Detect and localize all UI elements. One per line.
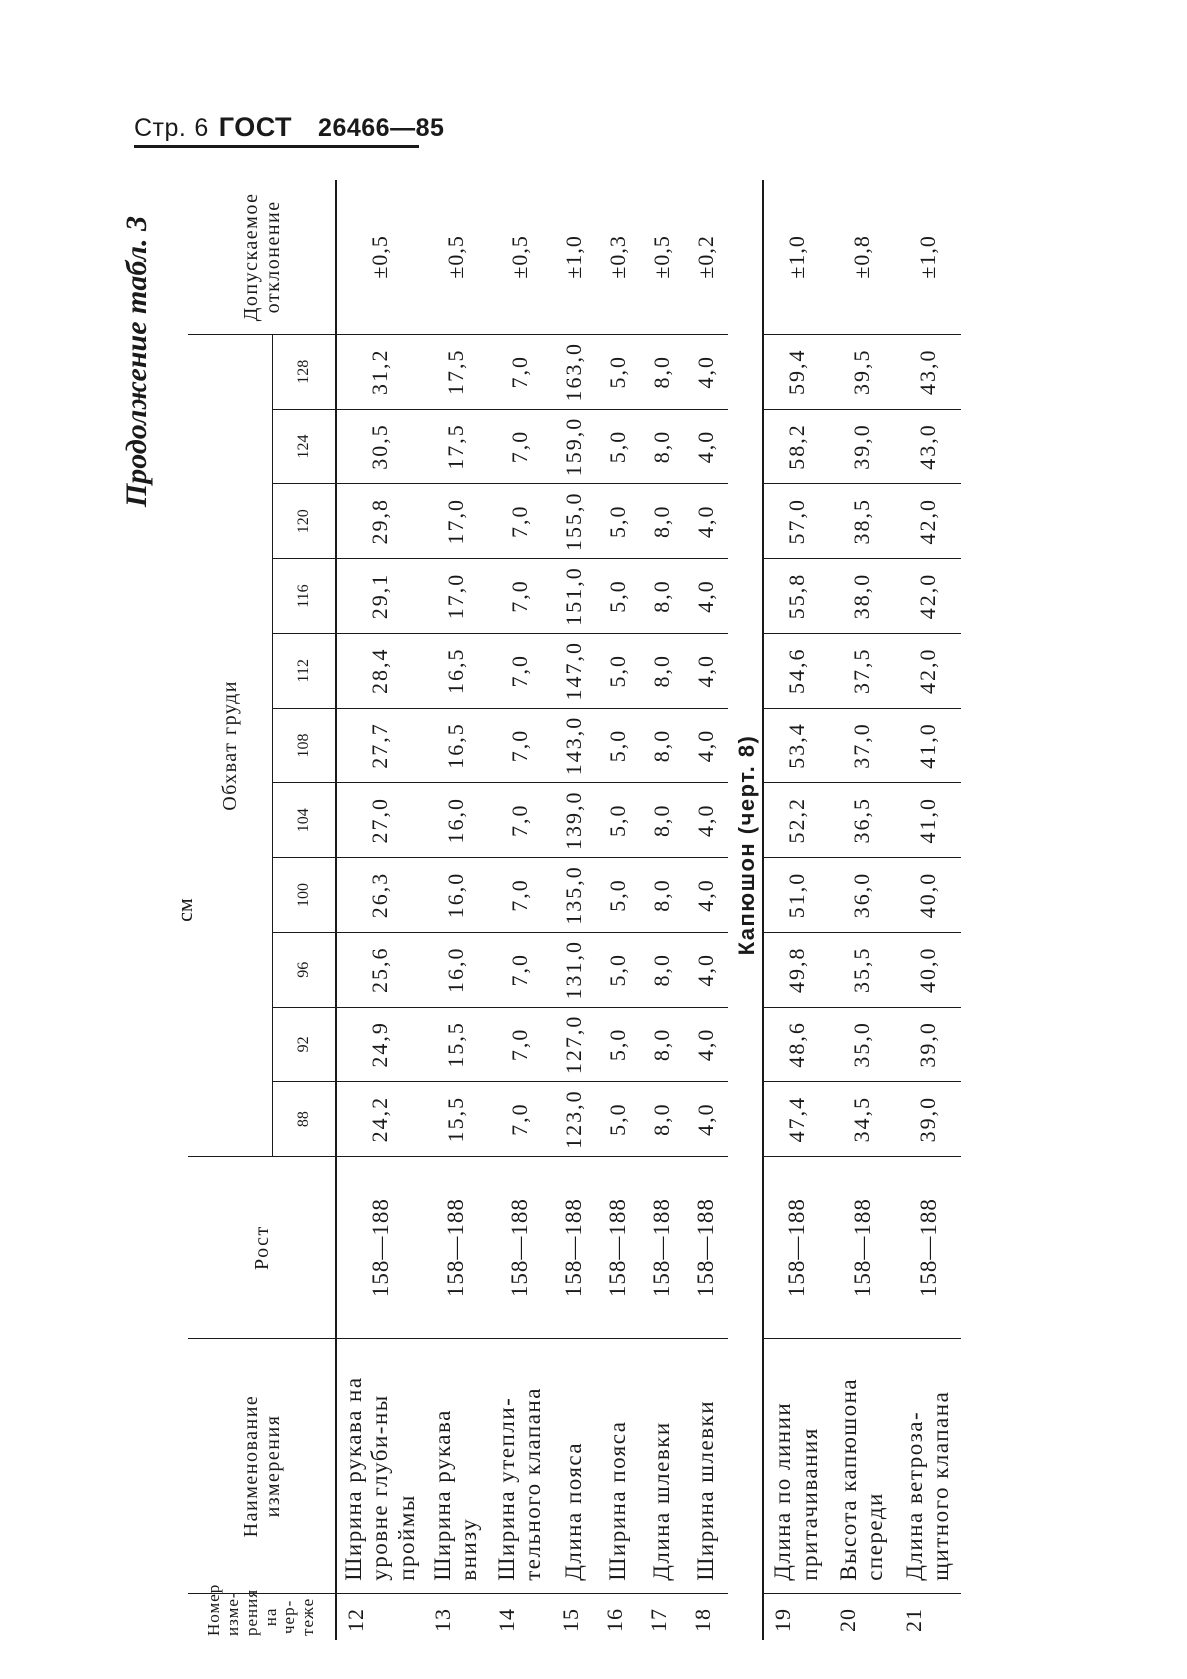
row-value: 52,2 (763, 783, 829, 858)
row-value: 17,0 (424, 484, 488, 559)
page-number: 6 (194, 114, 209, 142)
row-name: Ширина утепли-тельного клапана (488, 1339, 552, 1594)
row-value: 27,0 (336, 783, 424, 858)
row-tolerance: ±0,5 (336, 180, 424, 334)
row-height: 158—188 (596, 1157, 640, 1339)
row-number: 14 (494, 1608, 519, 1632)
row-value: 139,0 (552, 783, 596, 858)
row-value: 155,0 (552, 484, 596, 559)
row-value: 8,0 (640, 783, 684, 858)
table-row (684, 180, 728, 1640)
col-header-number: Номер изме-рения на чер-теже (188, 1593, 336, 1640)
col-header-size: 128 (272, 334, 336, 409)
section-row (728, 180, 763, 1640)
row-value: 7,0 (488, 484, 552, 559)
table-row (552, 180, 596, 1640)
row-name: Ширина пояса (596, 1339, 640, 1594)
row-height: 158—188 (336, 1157, 424, 1339)
row-value: 40,0 (895, 932, 961, 1007)
row-value: 59,4 (763, 334, 829, 409)
row-value: 143,0 (552, 708, 596, 783)
row-height: 158—188 (684, 1157, 728, 1339)
row-value: 8,0 (640, 932, 684, 1007)
row-value: 7,0 (488, 858, 552, 933)
row-tolerance: ±0,3 (596, 180, 640, 334)
row-value: 7,0 (488, 1007, 552, 1082)
row-value: 4,0 (684, 858, 728, 933)
table-row (488, 180, 552, 1640)
row-tolerance: ±1,0 (552, 180, 596, 334)
row-value: 8,0 (640, 409, 684, 484)
row-value: 7,0 (488, 334, 552, 409)
row-value: 8,0 (640, 633, 684, 708)
row-value: 135,0 (552, 858, 596, 933)
row-value: 7,0 (488, 708, 552, 783)
row-value: 57,0 (763, 484, 829, 559)
row-height: 158—188 (763, 1157, 829, 1339)
row-value: 16,0 (424, 932, 488, 1007)
row-value: 8,0 (640, 1082, 684, 1157)
row-value: 5,0 (596, 409, 640, 484)
units-label: см (172, 898, 197, 922)
row-value: 163,0 (552, 334, 596, 409)
row-value: 8,0 (640, 334, 684, 409)
row-number: 18 (690, 1608, 715, 1632)
row-value: 4,0 (684, 409, 728, 484)
row-value: 151,0 (552, 559, 596, 634)
row-value: 5,0 (596, 708, 640, 783)
row-height: 158—188 (488, 1157, 552, 1339)
row-height: 158—188 (895, 1157, 961, 1339)
row-name: Длина по линии притачивания (763, 1339, 829, 1594)
row-name: Длина шлевки (640, 1339, 684, 1594)
row-value: 17,5 (424, 334, 488, 409)
row-height: 158—188 (552, 1157, 596, 1339)
col-header-size: 120 (272, 484, 336, 559)
row-tolerance: ±1,0 (763, 180, 829, 334)
row-value: 5,0 (596, 633, 640, 708)
row-value: 16,0 (424, 783, 488, 858)
row-value: 7,0 (488, 1082, 552, 1157)
row-number: 17 (646, 1608, 671, 1632)
row-value: 127,0 (552, 1007, 596, 1082)
rotated-table-block (120, 180, 1060, 1640)
row-value: 131,0 (552, 932, 596, 1007)
row-height: 158—188 (424, 1157, 488, 1339)
row-value: 8,0 (640, 858, 684, 933)
row-name: Ширина рукава на уровне глуби-ны проймы (336, 1339, 424, 1594)
row-value: 40,0 (895, 858, 961, 933)
row-value: 147,0 (552, 633, 596, 708)
col-header-size: 92 (272, 1007, 336, 1082)
row-value: 25,6 (336, 932, 424, 1007)
row-value: 24,2 (336, 1082, 424, 1157)
row-value: 5,0 (596, 1082, 640, 1157)
col-header-size: 88 (272, 1082, 336, 1157)
row-value: 5,0 (596, 932, 640, 1007)
row-value: 17,0 (424, 559, 488, 634)
table-row (895, 180, 961, 1640)
table-row (596, 180, 640, 1640)
row-name: Ширина рукава внизу (424, 1339, 488, 1594)
row-value: 39,0 (829, 409, 895, 484)
row-value: 5,0 (596, 559, 640, 634)
row-value: 16,5 (424, 708, 488, 783)
row-number: 15 (558, 1608, 583, 1632)
row-value: 8,0 (640, 708, 684, 783)
row-value: 8,0 (640, 559, 684, 634)
row-value: 29,1 (336, 559, 424, 634)
row-value: 8,0 (640, 1007, 684, 1082)
row-tolerance: ±0,5 (488, 180, 552, 334)
row-value: 15,5 (424, 1082, 488, 1157)
row-height: 158—188 (640, 1157, 684, 1339)
row-value: 159,0 (552, 409, 596, 484)
row-tolerance: ±1,0 (895, 180, 961, 334)
row-value: 7,0 (488, 559, 552, 634)
col-header-size: 124 (272, 409, 336, 484)
table-row (336, 180, 424, 1640)
row-value: 4,0 (684, 334, 728, 409)
page-label: Стр. (134, 114, 187, 142)
row-value: 5,0 (596, 783, 640, 858)
col-header-name: Наименование измерения (188, 1339, 336, 1594)
row-number: 13 (430, 1608, 455, 1632)
row-value: 16,5 (424, 633, 488, 708)
row-value: 37,0 (829, 708, 895, 783)
row-value: 55,8 (763, 559, 829, 634)
col-header-tolerance: Допускаемое отклонение (188, 180, 336, 334)
row-value: 4,0 (684, 708, 728, 783)
row-number: 19 (770, 1608, 796, 1632)
row-value: 5,0 (596, 334, 640, 409)
row-value: 4,0 (684, 932, 728, 1007)
row-value: 5,0 (596, 1007, 640, 1082)
row-value: 58,2 (763, 409, 829, 484)
row-value: 17,5 (424, 409, 488, 484)
col-header-size: 116 (272, 559, 336, 634)
row-value: 29,8 (336, 484, 424, 559)
row-value: 5,0 (596, 484, 640, 559)
row-value: 4,0 (684, 783, 728, 858)
row-number: 20 (835, 1608, 861, 1632)
col-header-size: 100 (272, 858, 336, 933)
col-header-chest: Обхват груди (188, 334, 272, 1156)
row-value: 36,0 (829, 858, 895, 933)
col-header-size: 112 (272, 633, 336, 708)
row-value: 7,0 (488, 932, 552, 1007)
row-value: 39,0 (895, 1082, 961, 1157)
row-value: 43,0 (895, 409, 961, 484)
row-value: 8,0 (640, 484, 684, 559)
row-value: 7,0 (488, 409, 552, 484)
row-value: 5,0 (596, 858, 640, 933)
row-value: 24,9 (336, 1007, 424, 1082)
row-tolerance: ±0,5 (424, 180, 488, 334)
row-value: 28,4 (336, 633, 424, 708)
row-value: 15,5 (424, 1007, 488, 1082)
row-value: 38,0 (829, 559, 895, 634)
row-value: 4,0 (684, 1082, 728, 1157)
row-value: 16,0 (424, 858, 488, 933)
measurements-table (188, 180, 961, 1640)
row-value: 26,3 (336, 858, 424, 933)
row-value: 51,0 (763, 858, 829, 933)
row-value: 30,5 (336, 409, 424, 484)
row-value: 54,6 (763, 633, 829, 708)
section-title: Капюшон (черт. 8) (728, 180, 763, 1640)
row-name: Ширина шлевки (684, 1339, 728, 1594)
table-row (640, 180, 684, 1640)
row-value: 27,7 (336, 708, 424, 783)
table-row (424, 180, 488, 1640)
row-value: 39,0 (895, 1007, 961, 1082)
row-value: 47,4 (763, 1082, 829, 1157)
row-value: 35,0 (829, 1007, 895, 1082)
row-number: 21 (901, 1608, 927, 1632)
row-value: 36,5 (829, 783, 895, 858)
row-value: 4,0 (684, 1007, 728, 1082)
row-number: 12 (343, 1608, 368, 1632)
row-value: 35,5 (829, 932, 895, 1007)
row-value: 7,0 (488, 633, 552, 708)
row-value: 4,0 (684, 559, 728, 634)
row-height: 158—188 (829, 1157, 895, 1339)
row-value: 49,8 (763, 932, 829, 1007)
col-header-size: 108 (272, 708, 336, 783)
row-value: 43,0 (895, 334, 961, 409)
row-tolerance: ±0,8 (829, 180, 895, 334)
row-value: 37,5 (829, 633, 895, 708)
row-value: 34,5 (829, 1082, 895, 1157)
row-value: 53,4 (763, 708, 829, 783)
row-value: 42,0 (895, 484, 961, 559)
row-value: 123,0 (552, 1082, 596, 1157)
row-value: 42,0 (895, 559, 961, 634)
standard-number: 26466—85 (318, 114, 445, 142)
continuation-title: Продолжение табл. 3 (120, 216, 153, 508)
table-row (829, 180, 895, 1640)
row-value: 4,0 (684, 633, 728, 708)
row-name: Длина пояса (552, 1339, 596, 1594)
row-value: 39,5 (829, 334, 895, 409)
row-value: 41,0 (895, 783, 961, 858)
col-header-size: 104 (272, 783, 336, 858)
row-value: 41,0 (895, 708, 961, 783)
row-value: 7,0 (488, 783, 552, 858)
col-header-height: Рост (188, 1157, 336, 1339)
col-header-size: 96 (272, 932, 336, 1007)
table-row (763, 180, 829, 1640)
row-value: 31,2 (336, 334, 424, 409)
row-value: 42,0 (895, 633, 961, 708)
row-tolerance: ±0,2 (684, 180, 728, 334)
gost-label: ГОСТ (218, 112, 293, 142)
row-number: 16 (602, 1608, 627, 1632)
row-name: Высота капюшона спереди (829, 1339, 895, 1594)
row-value: 38,5 (829, 484, 895, 559)
row-name: Длина ветроза-щитного клапана (895, 1339, 961, 1594)
row-value: 4,0 (684, 484, 728, 559)
page-header (134, 112, 445, 148)
row-tolerance: ±0,5 (640, 180, 684, 334)
row-value: 48,6 (763, 1007, 829, 1082)
